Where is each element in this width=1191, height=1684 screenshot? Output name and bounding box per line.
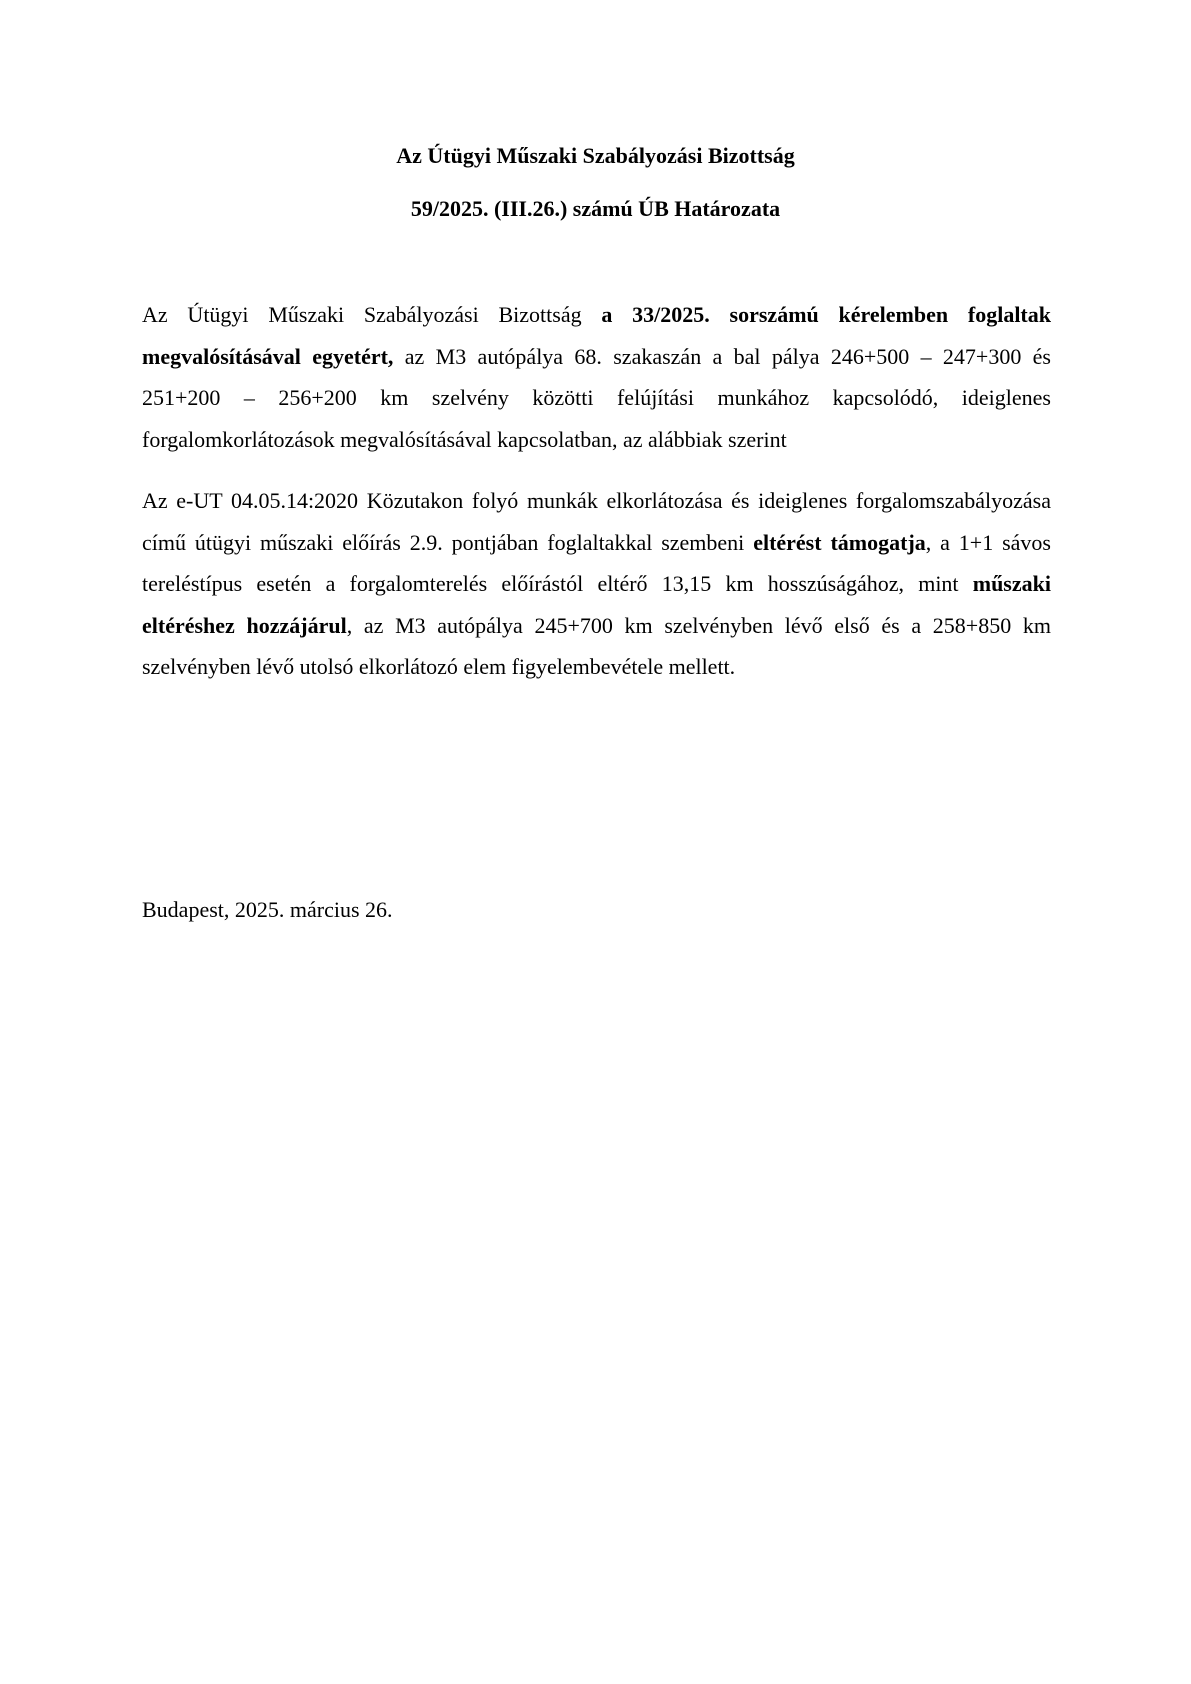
paragraph-deviation: [142, 480, 1051, 688]
paragraph-decision-text: Az Útügyi Műszaki Szabályozási Bizottság: [142, 302, 602, 327]
paragraph-deviation-bold: műszaki eltéréshez hozzájárul: [142, 571, 1051, 638]
paragraph-deviation-text: , az M3 autópálya 245+700 km szelvényben lévő első és a 258+850 km szelvényben lévő utolsó elkorlátozó elem figyelembevétele mellett.: [142, 612, 1051, 679]
paragraph-decision-text: az M3 autópálya 68. szakaszán a bal pálya 246+500 – 247+300 és 251+200 – 256+200 km szelvény közötti felújítási munkához kapcsolódó, ideiglenes forgalomkorlátozások megvalósításával kapcsolatban, az alábbiak szerint: [142, 343, 1051, 452]
paragraph-deviation-text: Az e-UT 04.05.14:2020 Közutakon folyó munkák elkorlátozása és ideiglenes forgalomszabályozása című útügyi műszaki előírás 2.9. pontjában foglaltakkal szembeni: [142, 488, 1051, 555]
document-title-issuer: Az Útügyi Műszaki Szabályozási Bizottság: [396, 143, 795, 168]
place-and-date: Budapest, 2025. március 26.: [142, 897, 393, 922]
paragraph-decision: [142, 294, 1051, 460]
paragraph-deviation-text: , a 1+1 sávos tereléstípus esetén a forgalomterelés előírástól eltérő 13,15 km hosszúságához, mint: [142, 529, 1051, 596]
document-title-resolution: 59/2025. (III.26.) számú ÚB Határozata: [410, 196, 781, 221]
paragraph-deviation-bold: eltérést támogatja: [753, 529, 926, 555]
paragraph-decision-bold: a 33/2025. sorszámú kérelemben foglaltak megvalósításával egyetért,: [142, 302, 1051, 369]
